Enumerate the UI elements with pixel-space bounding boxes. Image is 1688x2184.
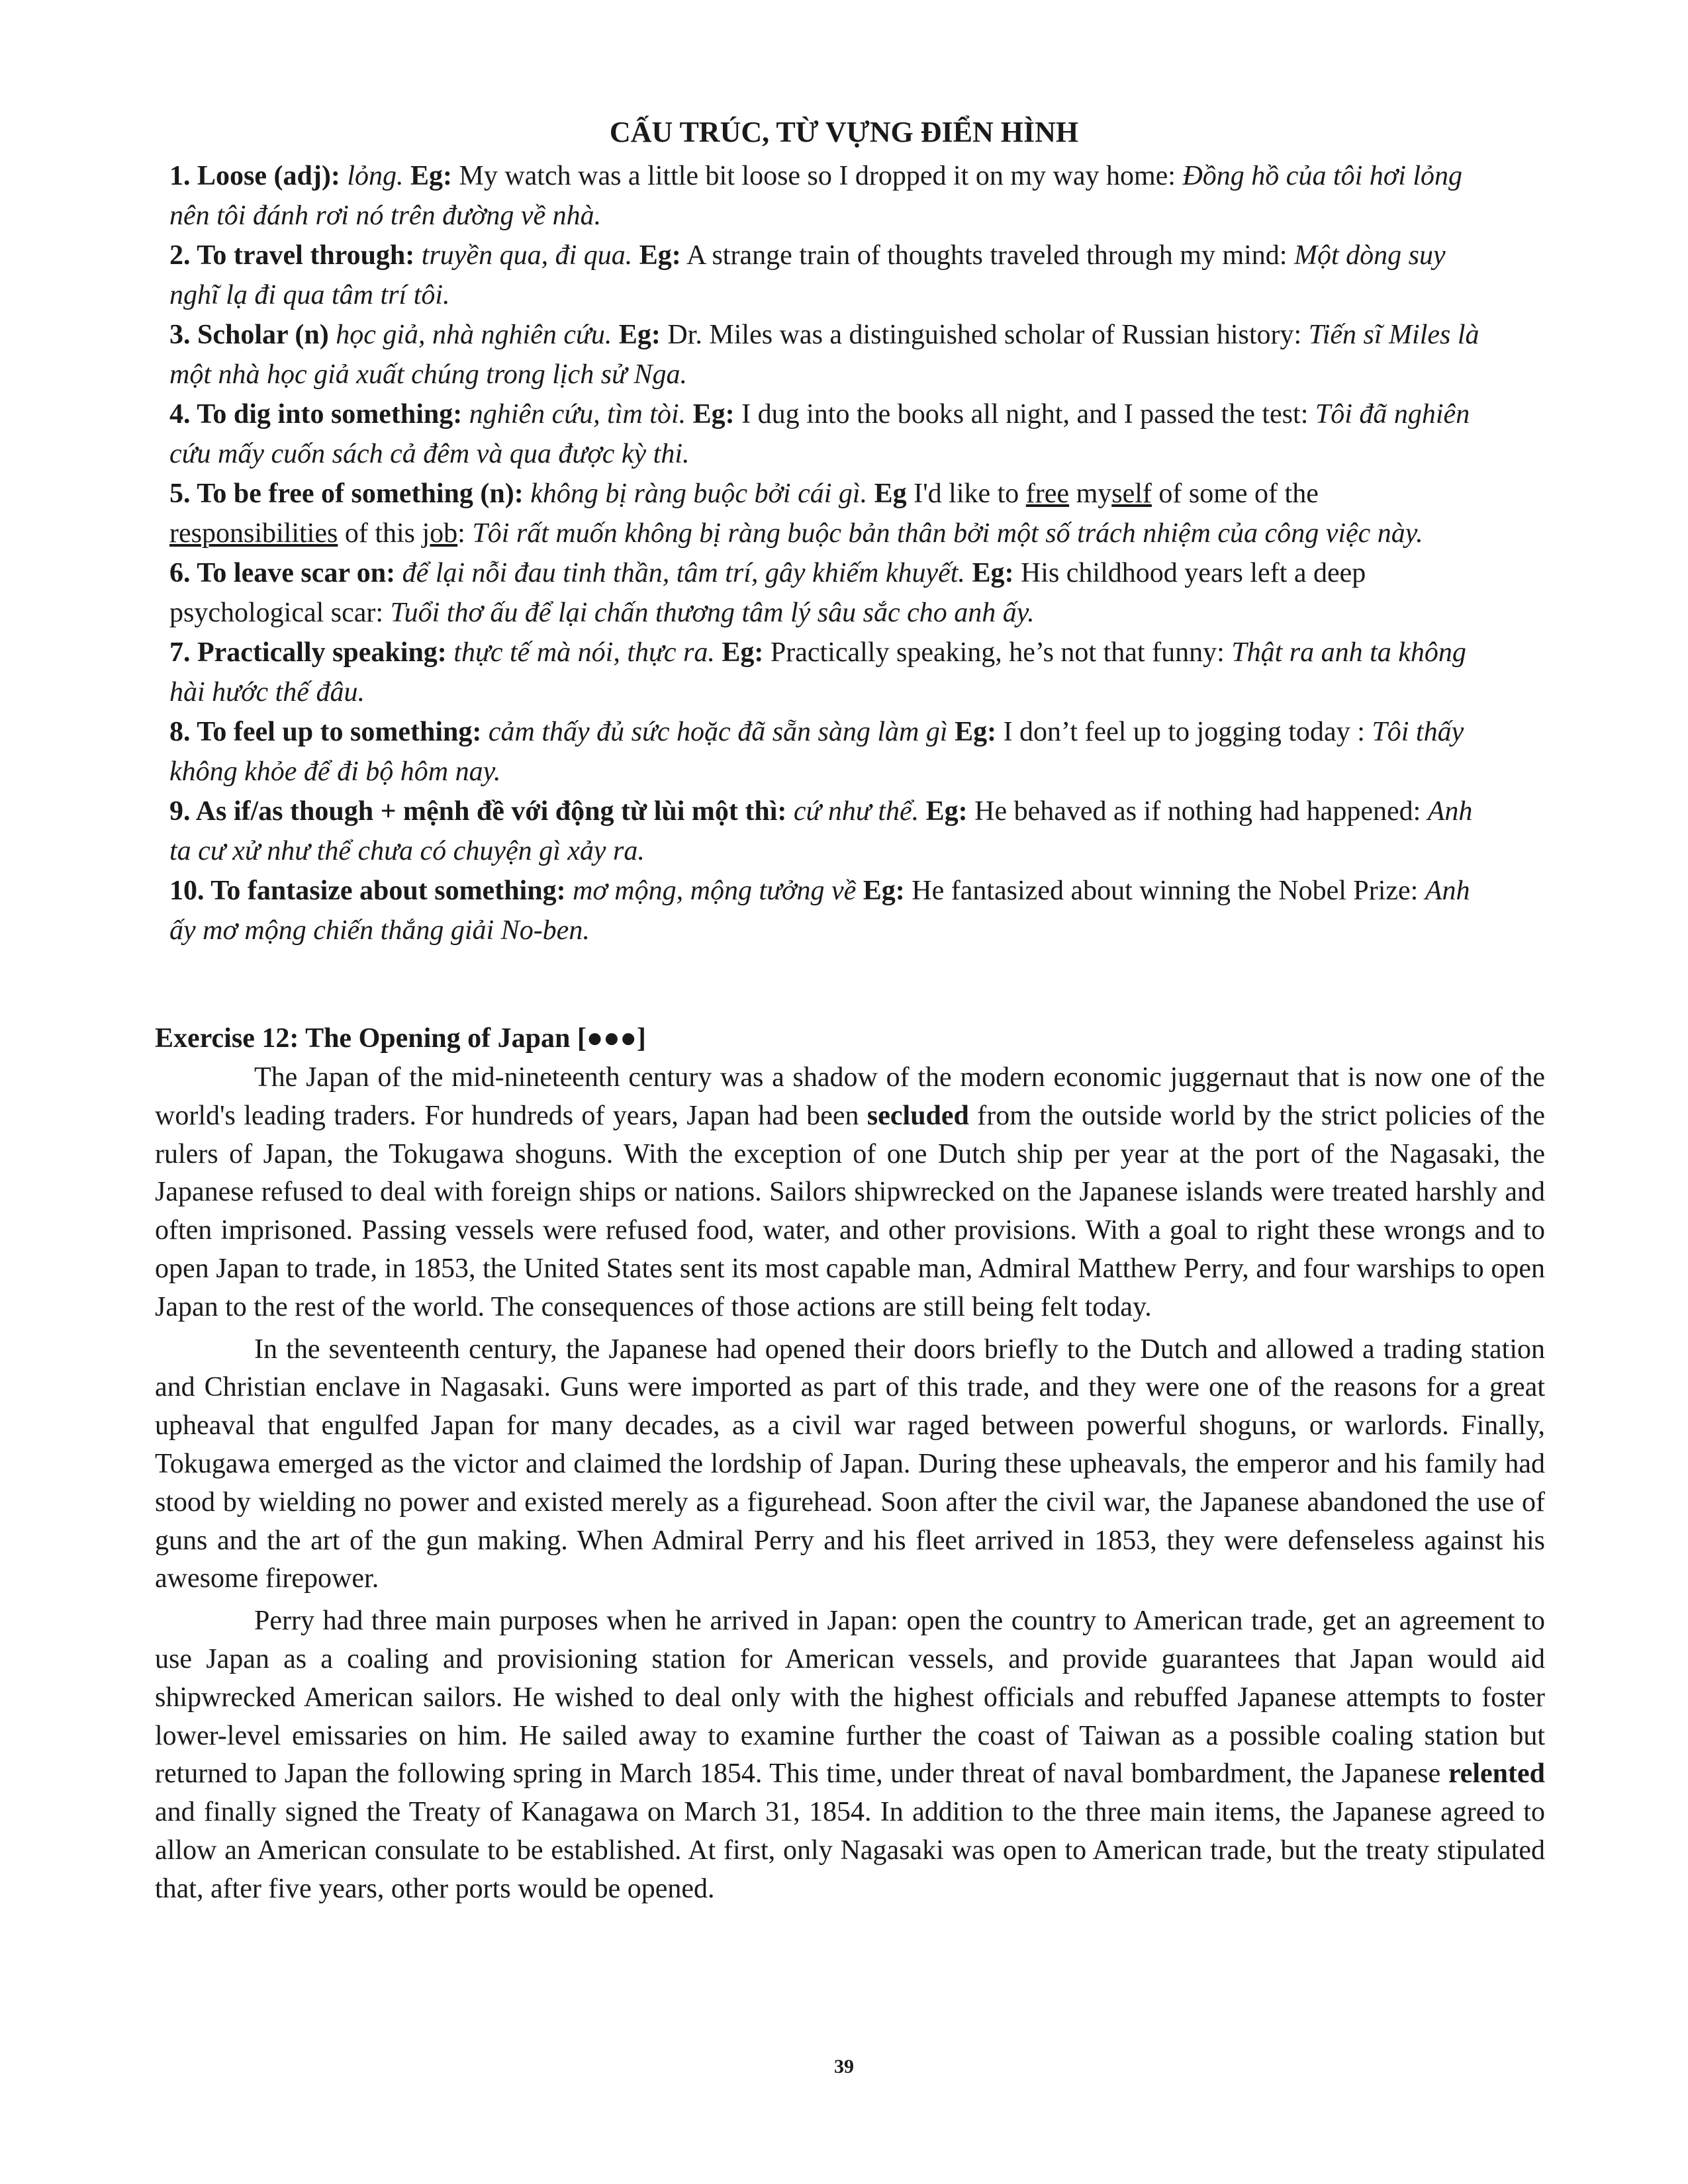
example-text: : [457, 518, 465, 549]
reading-passage [155, 1059, 1545, 1913]
vocab-item [169, 792, 1493, 871]
vocab-term: 1. Loose (adj): [169, 161, 340, 191]
paragraph-text: from the outside world by the strict policies of the rulers of Japan, the Tokugawa shoguns. With the exception of one Dutch ship per year at the port of the Nagasaki, the Japanese refused to deal with foreign ships or nations. Sailors shipwrecked on the Japanese islands were treated harshly and often imprisoned. Passing vessels were refused food, water, and other provisions. With a goal to right these wrongs and to open Japan to trade, in 1853, the United States sent its most capable man, Admiral Matthew Perry, and four warships to open Japan to the rest of the world. The consequences of those actions are still being felt today. [155, 1100, 1546, 1322]
vocab-example: He fantasized about winning the Nobel Prize: [912, 876, 1419, 906]
vocab-item [169, 315, 1493, 394]
vocab-item [169, 394, 1493, 474]
vocab-item [169, 871, 1493, 950]
example-text: of some of the [1151, 478, 1319, 509]
passage-paragraph [155, 1059, 1545, 1327]
underlined-word: self [1111, 478, 1152, 509]
vocab-example: Practically speaking, he’s not that funny: [770, 637, 1225, 668]
vocab-translation: Tôi thấy không khỏe để đi bộ hôm nay. [169, 717, 1464, 787]
passage-paragraph [155, 1331, 1545, 1599]
bold-keyword: relented [1448, 1758, 1545, 1790]
vocab-term: 8. To feel up to something: [169, 717, 482, 747]
vocab-term: 9. As if/as though + mệnh đề với động từ lùi một thì: [169, 796, 787, 827]
example-label: Eg: [410, 161, 452, 191]
vocab-meaning: lỏng. [347, 161, 404, 191]
vocab-meaning: không bị ràng buộc bởi cái gì. [530, 478, 868, 509]
exercise-heading: Exercise 12: The Opening of Japan [●●●] [155, 1023, 646, 1054]
vocab-example: A strange train of thoughts traveled through my mind: [686, 240, 1288, 271]
example-label: Eg: [618, 320, 661, 350]
underlined-word: free [1025, 478, 1070, 509]
vocab-item [169, 156, 1493, 236]
example-label: Eg: [925, 796, 968, 827]
vocab-translation: Anh ấy mơ mộng chiến thắng giải No-ben. [169, 876, 1470, 946]
example-text: I'd like to [914, 478, 1026, 509]
vocab-example: Dr. Miles was a distinguished scholar of Russian history: [667, 320, 1302, 350]
example-label: Eg: [639, 240, 681, 271]
vocab-term: 3. Scholar (n) [169, 320, 329, 350]
vocab-meaning: truyền qua, đi qua. [421, 240, 633, 271]
vocab-item [169, 712, 1493, 792]
vocab-item [169, 633, 1493, 712]
example-label: Eg: [955, 717, 997, 747]
paragraph-text: and finally signed the Treaty of Kanagawa on March 31, 1854. In addition to the three main items, the Japanese agreed to allow an American consulate to be established. At first, only Nagasaki was open to American trade, but the treaty stipulated that, after five years, other ports would be opened. [155, 1797, 1545, 1904]
vocab-item [169, 474, 1493, 553]
example-label: Eg: [722, 637, 764, 668]
vocab-term: 5. To be free of something (n): [169, 478, 524, 509]
example-label: Eg: [863, 876, 905, 906]
vocab-term: 4. To dig into something: [169, 399, 463, 430]
vocab-meaning: để lại nỗi đau tinh thần, tâm trí, gây khiếm khuyết. [402, 558, 965, 588]
vocab-meaning: cứ như thể. [793, 796, 919, 827]
vocab-translation: Tôi đã nghiên cứu mấy cuốn sách cả đêm và qua được kỳ thi. [169, 399, 1470, 469]
vocab-term: 10. To fantasize about something: [169, 876, 566, 906]
vocab-example: He behaved as if nothing had happened: [974, 796, 1421, 827]
vocab-example: I dug into the books all night, and I passed the test: [741, 399, 1309, 430]
page-title: CẤU TRÚC, TỪ VỰNG ĐIỂN HÌNH [609, 116, 1079, 148]
vocab-example: I don’t feel up to jogging today : [1003, 717, 1365, 747]
vocab-term: 6. To leave scar on: [169, 558, 396, 588]
vocab-translation: Anh ta cư xử như thể chưa có chuyện gì xảy ra. [169, 796, 1473, 866]
vocab-translation: Thật ra anh ta không hài hước thế đâu. [169, 637, 1466, 707]
example-label: Eg: [692, 399, 735, 430]
paragraph-text: In the seventeenth century, the Japanese had opened their doors briefly to the Dutch and allowed a trading station and Christian enclave in Nagasaki. Guns were imported as part of this trade, and they were one of the reasons for a great upheaval that engulfed Japan for many decades, as a civil war raged between powerful shoguns, or warlords. Finally, Tokugawa emerged as the victor and claimed the lordship of Japan. During these upheavals, the emperor and his family had stood by wielding no power and existed merely as a figurehead. Soon after the civil war, the Japanese abandoned the use of guns and the art of the gun making. When Admiral Perry and his fleet arrived in 1853, they were defenseless against his awesome firepower. [155, 1334, 1545, 1594]
vocab-item [169, 236, 1493, 315]
vocab-translation: Tuổi thơ ấu để lại chấn thương tâm lý sâu sắc cho anh ấy. [390, 598, 1035, 628]
vocab-example: His childhood years left a deep psychological scar: [169, 558, 1366, 628]
vocab-translation: Tôi rất muốn không bị ràng buộc bản thân bởi một số trách nhiệm của công việc này. [472, 518, 1423, 549]
vocab-term: 2. To travel through: [169, 240, 415, 271]
vocab-meaning: học giả, nhà nghiên cứu. [336, 320, 612, 350]
vocab-translation: Một dòng suy nghĩ lạ đi qua tâm trí tôi. [169, 240, 1446, 310]
vocabulary-list [169, 156, 1493, 950]
vocab-meaning: thực tế mà nói, thực ra. [453, 637, 715, 668]
vocab-item [169, 553, 1493, 633]
example-label: Eg [874, 478, 907, 509]
vocab-translation: Đồng hồ của tôi hơi lỏng nên tôi đánh rơi nó trên đường về nhà. [169, 161, 1463, 231]
example-label: Eg: [972, 558, 1014, 588]
vocab-meaning: cảm thấy đủ sức hoặc đã sẵn sàng làm gì [488, 717, 948, 747]
underlined-word: job [422, 518, 458, 549]
bold-keyword: secluded [867, 1100, 969, 1131]
passage-paragraph [155, 1602, 1545, 1908]
vocab-meaning: nghiên cứu, tìm tòi. [469, 399, 686, 430]
paragraph-text: Perry had three main purposes when he arrived in Japan: open the country to American trade, get an agreement to use Japan as a coaling and provisioning station for American vessels, and provide guarantees that Japan would aid shipwrecked American sailors. He wished to deal only with the highest officials and rebuffed Japanese attempts to foster lower-level emissaries on him. He sailed away to examine further the coast of Taiwan as a possible coaling station but returned to Japan the following spring in March 1854. This time, under threat of naval bombardment, the Japanese [155, 1606, 1545, 1790]
vocab-example: My watch was a little bit loose so I dropped it on my way home: [459, 161, 1176, 191]
vocab-term: 7. Practically speaking: [169, 637, 447, 668]
underlined-word: responsibilities [169, 518, 338, 549]
page-number: 39 [834, 2056, 854, 2077]
example-text: my [1069, 478, 1112, 509]
example-text: of this [338, 518, 422, 549]
paragraph-text: The Japan of the mid-nineteenth century was a shadow of the modern economic juggernaut that is now one of the world's leading traders. For hundreds of years, Japan had been [155, 1062, 1545, 1131]
vocab-translation: Tiến sĩ Miles là một nhà học giả xuất chúng trong lịch sử Nga. [169, 320, 1479, 390]
vocab-meaning: mơ mộng, mộng tưởng về [573, 876, 857, 906]
